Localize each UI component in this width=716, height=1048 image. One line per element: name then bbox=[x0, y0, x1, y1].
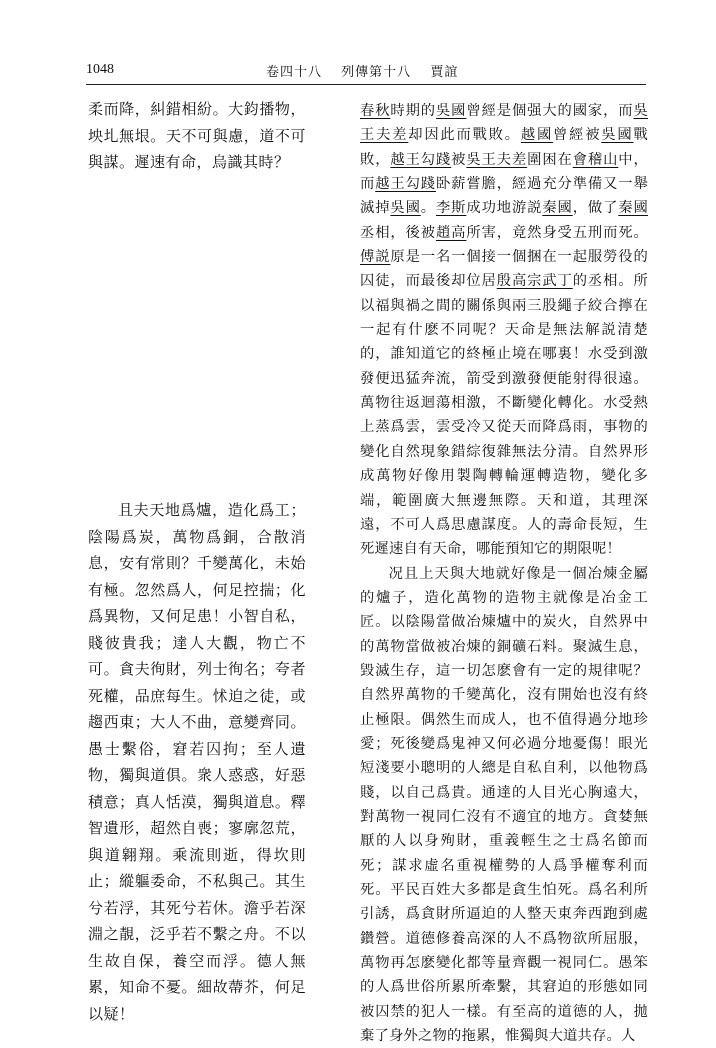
translation-column bbox=[360, 99, 648, 1048]
translation-text: 被 bbox=[451, 151, 467, 168]
proper-name: 秦國 bbox=[618, 200, 649, 217]
proper-name: 吳國 bbox=[390, 200, 421, 217]
translation-text: 時期的 bbox=[390, 103, 436, 119]
subject-label: 賈誼 bbox=[430, 65, 459, 80]
page-number: 1048 bbox=[86, 62, 114, 77]
proper-name: 李斯 bbox=[435, 200, 467, 217]
page-header bbox=[86, 60, 646, 85]
section-label: 列傳第十八 bbox=[341, 65, 412, 80]
proper-name: 吳國 bbox=[435, 103, 467, 119]
proper-name: 越王勾踐 bbox=[375, 176, 436, 193]
translation-text: 却因此而戰敗。 bbox=[408, 127, 521, 144]
proper-name: 吳國 bbox=[601, 127, 634, 144]
translation-text: 的丞相。所以福與禍之間的關係與兩三股繩子絞合擰在一起有什麽不同呢？天命是無法解説清楚的，誰知道它的終極止境在哪裏！水受到激發便迅猛奔流，箭受到激發便能射得很遠。萬物往返迴蕩相激，不斷變化轉化。水受熱上蒸爲雲，雲受冷又從天而降爲雨，事物的變化自然現象錯綜復雜無法分清。自然界形成萬物好像用製陶轉輪運轉造物，變化多端，範圍廣大無邊無際。天和道，其理深遠，不可人爲思慮謀度。人的壽命長短，生死遲速自有天命，哪能預知它的期限呢！ bbox=[360, 273, 649, 558]
translation-text: 。 bbox=[420, 200, 436, 217]
proper-name: 會稽山 bbox=[572, 151, 619, 168]
original-paragraph: 柔而降，糾錯相紛。大鈞播物，坱圠無垠。天不可與慮，道不可與謀。遲速有命，烏識其時？ bbox=[88, 100, 306, 171]
translation-text: 戰敗， bbox=[360, 127, 648, 168]
original-text-top bbox=[88, 96, 306, 176]
proper-name: 越國 bbox=[520, 127, 554, 144]
translation-paragraph-2: 况且上天與大地就好像是一個冶煉金屬的爐子，造化萬物的造物主就像是冶金工匠。以陰陽當做冶煉爐中的炭火，自然界中的萬物當做被冶煉的銅礦石料。聚滅生息，毀滅生存，這一切怎麽會有一定的規律呢？自然界萬物的千變萬化，沒有開始也沒有終止極限。偶然生而成人，也不值得過分地珍愛；死後變爲鬼神又何必過分地憂傷！眼光短淺要小聰明的人總是自私自利，以他物爲賤，以自己爲貴。通達的人目光心胸遠大，對萬物一視同仁沒有不適宜的地方。貪婪無厭的人以身殉財，重義輕生之士爲名節而死；謀求虛名重視權勢的人爲爭權奪利而死。平民百姓大多都是貪生怕死。爲名利所引誘，爲貪財所逼迫的人整天東奔西跑到處鑽營。道德修養高深的人不爲物欲所屈服，萬物再怎麽變化都等量齊觀一視同仁。愚笨的人爲世俗所累所牽繫，其窘迫的形態如同被囚禁的犯人一樣。有至高的道德的人，拋棄了身外之物的拖累，惟獨與大道共存。人 bbox=[360, 565, 648, 1045]
original-paragraph: 且夫天地爲爐，造化爲工；陰陽爲炭，萬物爲銅，合散消息，安有常則？千變萬化，未始有極。忽然爲人，何足控揣；化爲異物，又何足患！小智自私，賤彼貴我；達人大觀，物亡不可。貪夫徇財，列士徇名；夸者死權，品庶每生。怵迫之徒，或趨西東；大人不曲，意變齊同。愚士繫俗，窘若囚拘；至人遺物，獨與道俱。衆人惑惑，好惡積意；真人恬漠，獨與道息。釋智遺形，超然自喪；寥廓忽荒，與道翱翔。乘流則逝，得坎則止；縱軀委命，不私與己。其生兮若浮，其死兮若休。澹乎若深淵之靚，泛乎若不繫之舟。不以生故自保，養空而浮。德人無累，知命不憂。細故蔕芥，何足以疑！ bbox=[88, 501, 306, 1023]
proper-name: 趙高 bbox=[435, 224, 467, 241]
translation-text: ，做了 bbox=[572, 200, 619, 217]
proper-name: 傅説 bbox=[360, 249, 391, 266]
translation-text: 成功地游説 bbox=[466, 200, 543, 217]
proper-name: 吳王夫差 bbox=[360, 103, 648, 144]
translation-text: 曾經被 bbox=[553, 127, 602, 144]
translation-text: 丞相，後被 bbox=[360, 224, 436, 241]
translation-text: 中，而 bbox=[360, 151, 648, 193]
original-text-bottom bbox=[88, 497, 306, 1027]
translation-text: 所害，竟然身受五刑而死。 bbox=[466, 224, 649, 241]
translation-text: 原是一名一個接一個捆在一起服勞役的囚徒，而最後却位居 bbox=[360, 249, 648, 290]
translation-text: 圍困在 bbox=[527, 151, 573, 168]
proper-name: 秦國 bbox=[542, 200, 573, 217]
proper-name: 吳王夫差 bbox=[466, 151, 528, 168]
translation-text: 卧薪嘗膽，經過充分準備又一舉滅掉 bbox=[360, 176, 648, 217]
running-head bbox=[266, 61, 472, 80]
proper-name: 春秋 bbox=[360, 103, 391, 119]
proper-name: 殷高宗武丁 bbox=[496, 273, 573, 290]
translation-paragraph-1 bbox=[360, 99, 648, 562]
translation-text: 曾經是個强大的國家，而 bbox=[466, 103, 634, 119]
proper-name: 越王勾踐 bbox=[390, 151, 452, 168]
volume-label: 卷四十八 bbox=[266, 65, 323, 80]
